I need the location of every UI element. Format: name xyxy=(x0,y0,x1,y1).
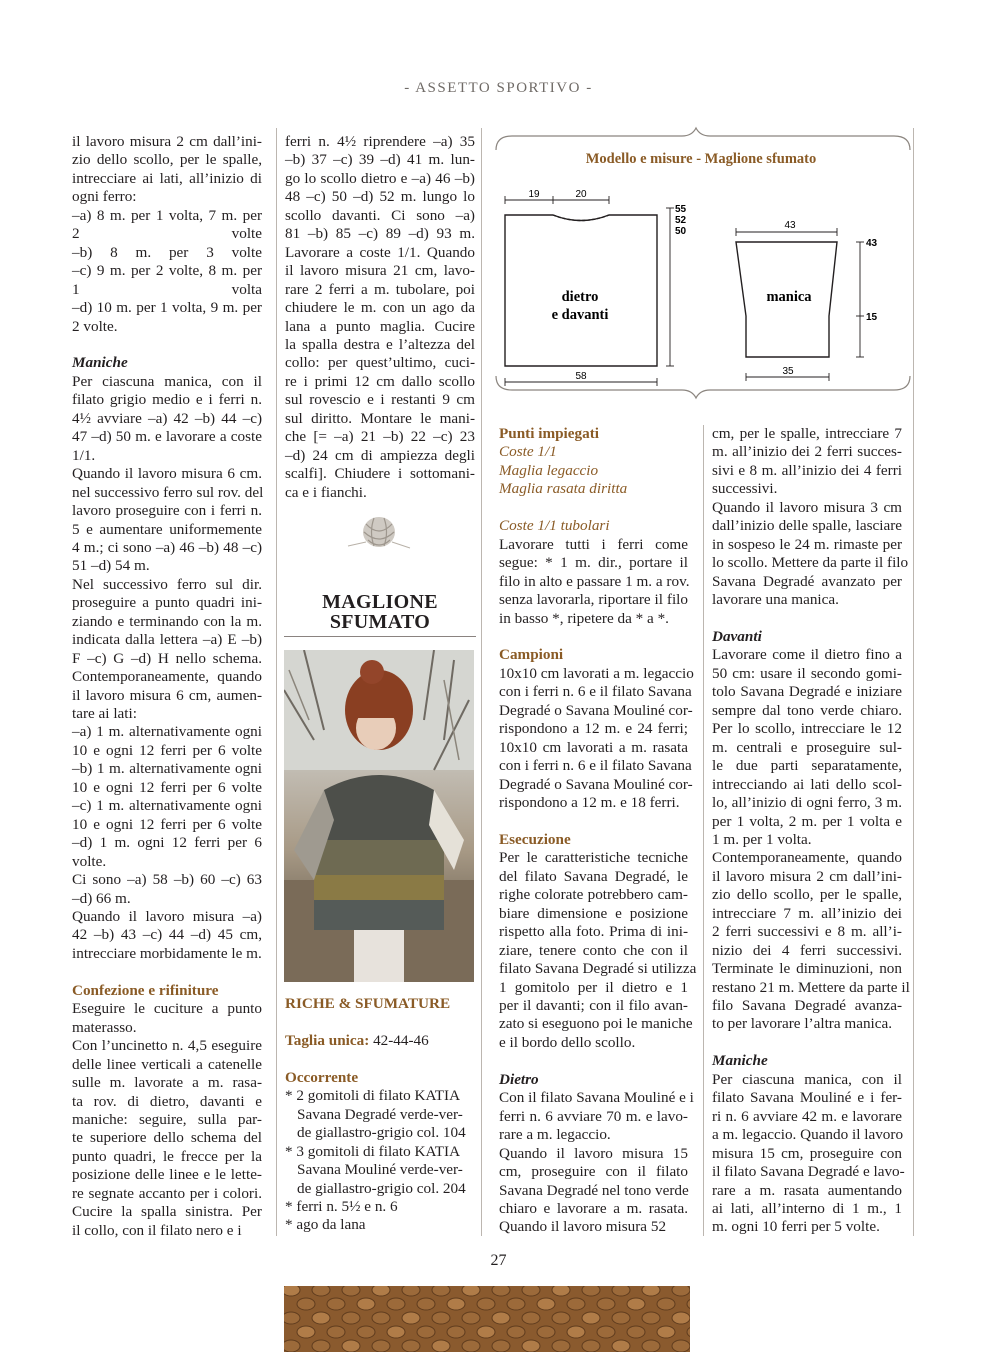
text-line: –d) 24 cm di ampiezza degli xyxy=(285,446,475,464)
text-line: il lavoro misura 21 cm, lavo- xyxy=(285,262,475,280)
knit-stitch xyxy=(537,1326,555,1338)
text-line: Quando il lavoro misura 52 xyxy=(499,1218,667,1236)
text-line: lavorare una manica. xyxy=(712,591,839,609)
text-line: rare 2 ferri a m. tubolare, poi xyxy=(285,280,475,298)
text-line: tolo Savana Degradé e iniziare xyxy=(712,683,902,701)
knit-stitch xyxy=(372,1340,390,1352)
text-line: 48 –c) 50 –d) 52 m. lungo lo xyxy=(285,188,475,206)
text-line: scalfi]. Chiudere i sottomani- xyxy=(285,465,475,483)
text-line: filato Savana Degradé si utilizza xyxy=(499,960,697,978)
knit-stitch xyxy=(552,1286,570,1296)
text-line: de giallastro-grigio col. 204 xyxy=(297,1179,466,1197)
knit-stitch xyxy=(612,1286,630,1296)
text-line: 10 e ogni 12 ferri per 6 volte xyxy=(72,815,262,833)
title-rule xyxy=(284,636,476,637)
text-line: in sospeso le 24 m. rimaste per xyxy=(712,535,902,553)
text-line: Degradé o Savana Mouliné cor- xyxy=(499,701,693,719)
knit-stitch xyxy=(567,1326,585,1338)
text-line: 1 volta xyxy=(72,280,262,298)
text-line: 1/1. xyxy=(72,446,96,464)
text-line: re segnate accanto per i colori. xyxy=(72,1184,262,1202)
column-divider xyxy=(276,128,277,1236)
knit-stitch xyxy=(387,1298,405,1310)
text-line: –d) 1 m. ogni 12 ferri per 6 xyxy=(72,834,262,852)
text-line: ziando e terminando con la m. xyxy=(72,612,262,630)
knit-stitch xyxy=(402,1286,420,1296)
text-line: 10x10 cm lavorati a m. rasata xyxy=(499,738,688,756)
knit-stitch xyxy=(432,1286,450,1296)
text-line: per 1 volta, 2 m. per 1 volta e xyxy=(712,812,902,830)
taglia-value: 42-44-46 xyxy=(373,1031,429,1049)
text-line: m. centrali e proseguire sul- xyxy=(712,738,902,756)
text-line: ogni ferro: xyxy=(72,188,137,206)
col2-lower xyxy=(285,995,477,1235)
text-line: ri n. 6 avviare 42 m. e lavorare xyxy=(712,1107,902,1125)
text-line: zio dello scollo, per le spalle, xyxy=(72,151,262,169)
text-line: del filato Savana Degradé, le xyxy=(499,867,688,885)
text-line: Contemporaneamente, quando xyxy=(72,668,262,686)
knit-stitch xyxy=(537,1298,555,1310)
knit-stitch xyxy=(447,1326,465,1338)
occorrente-heading: Occorrente xyxy=(285,1068,359,1086)
knit-stitch xyxy=(612,1340,630,1352)
body-label-1: dietro xyxy=(561,289,599,305)
text-line: le due parti separatamente, xyxy=(712,757,902,775)
text-line: Quando il lavoro misura –a) xyxy=(72,908,262,926)
text-line: Savana Degradé verde-ver- xyxy=(297,1105,463,1123)
text-line: intrecciare morbidamente le m. xyxy=(72,944,262,962)
text-line: Contemporaneamente, quando xyxy=(712,849,902,867)
text-line: dall’inizio delle spalle, lasciare xyxy=(712,517,902,535)
knit-stitch xyxy=(357,1298,375,1310)
text-line: zio dello scollo, per le spalle, xyxy=(712,886,902,904)
text-line: 51 –d) 54 m. xyxy=(72,557,150,575)
column-2 xyxy=(285,133,475,502)
text-line: Per lo scollo, intrecciare le 12 xyxy=(712,720,902,738)
dim-55: 55 xyxy=(675,204,687,215)
davanti-heading: Davanti xyxy=(712,627,762,645)
knit-stitch xyxy=(627,1326,645,1338)
text-line: 4½ avviare –a) 42 –b) 44 –c) xyxy=(72,409,262,427)
davanti-text xyxy=(712,646,910,1034)
text-line: rispondono a 12 m. e 24 ferri; xyxy=(499,720,688,738)
text-line: lo scollo. Mettere da parte il filo xyxy=(712,554,909,572)
text-line: lavoro proseguire con i ferri n. xyxy=(72,502,262,520)
text-line: m. ogni 10 ferri per 5 volte. xyxy=(712,1218,880,1236)
text-line: il collo, con il filato nero e i xyxy=(72,1221,242,1239)
knit-stitch xyxy=(567,1298,585,1310)
text-line: 10 e ogni 12 ferri per 6 volte xyxy=(72,741,262,759)
diagram-title: Modello e misure - Maglione sfumato xyxy=(585,151,817,167)
knit-stitch xyxy=(582,1340,600,1352)
text-line: de giallastro-grigio col. 104 xyxy=(297,1124,466,1142)
text-line: sul diritto. Montare le mani- xyxy=(285,409,475,427)
text-line: Lavorare come il dietro fino a xyxy=(712,646,902,664)
text-line: Savana Degradé avanzato per xyxy=(712,572,902,590)
knit-stitch xyxy=(417,1326,435,1338)
column-divider xyxy=(481,128,482,1236)
knit-stitch xyxy=(522,1340,540,1352)
text-line: 42 –b) 43 –c) 44 –d) 45 cm, xyxy=(72,926,262,944)
dietro-text xyxy=(499,1089,694,1237)
text-line: proseguire a punto quadri ini- xyxy=(72,594,262,612)
text-line: go lo scollo dietro e –a) 46 –b) xyxy=(285,169,475,187)
text-line: maniche: seguire, sulla par- xyxy=(72,1110,262,1128)
knit-stitch xyxy=(672,1286,690,1296)
punti-item: Maglia legaccio xyxy=(499,461,599,479)
column-3 xyxy=(499,425,697,1237)
text-line: filo in alto e passare 1 m. a rov. xyxy=(499,572,690,590)
text-line: Quando il lavoro misura 3 cm xyxy=(712,498,902,516)
spalle-text xyxy=(712,425,909,610)
text-line: ziare, tenere conto che con il xyxy=(499,941,688,959)
knit-stitch xyxy=(284,1286,300,1296)
text-line: filato Savana Mouliné e i fer- xyxy=(712,1089,902,1107)
text-line: re i primi 12 cm dallo scollo xyxy=(285,372,475,390)
sleeve-label: manica xyxy=(766,289,812,305)
text-line: filato grigio medio e i ferri n. xyxy=(72,391,262,409)
text-line: Savana Mouliné verde-ver- xyxy=(297,1161,463,1179)
text-line: Quando il lavoro misura 6 cm. xyxy=(72,465,262,483)
text-line: Con l’uncinetto n. 4,5 eseguire xyxy=(72,1037,262,1055)
taglia-label: Taglia unica: xyxy=(285,1031,370,1049)
text-line: cm, proseguire con il filato xyxy=(499,1163,688,1181)
knit-stitch xyxy=(462,1286,480,1296)
knit-stitch xyxy=(342,1286,360,1296)
knit-stitch xyxy=(372,1312,390,1324)
text-line: 2 volte. xyxy=(72,317,118,335)
text-line: restano 21 m. Mettere da parte il xyxy=(712,978,910,996)
dim-15: 15 xyxy=(866,312,878,323)
confezione-text xyxy=(72,1000,262,1240)
text-line: 5 e aumentare uniformemente xyxy=(72,520,262,538)
knit-stitch xyxy=(312,1286,330,1296)
text-line: Cucire la spalla sinistra. Per xyxy=(72,1203,262,1221)
text-line: chiudere le m. con un ago da xyxy=(285,299,475,317)
text-line: 4 m.; ci sono –a) 46 –b) 48 –c) xyxy=(72,538,262,556)
text-line: cm, per le spalle, intrecciare 7 xyxy=(712,425,902,442)
knit-stitch xyxy=(477,1326,495,1338)
knit-stitch xyxy=(284,1312,300,1324)
knit-stitch xyxy=(327,1326,345,1338)
text-line: rispondono a 12 m. e 18 ferri. xyxy=(499,794,680,812)
knit-stitch xyxy=(507,1326,525,1338)
maniche-text xyxy=(72,373,262,964)
knit-stitch xyxy=(477,1298,495,1310)
knit-stitch xyxy=(297,1298,315,1310)
running-header: - ASSETTO SPORTIVO - xyxy=(404,80,593,96)
text-line: con i ferri n. 6 e il filato Savana xyxy=(499,757,692,775)
knit-stitch xyxy=(582,1286,600,1296)
text-line: Lavorare tutti i ferri come xyxy=(499,535,688,553)
dim-19: 19 xyxy=(528,189,540,200)
text-line: * ferri n. 5½ e n. 6 xyxy=(285,1197,398,1215)
knit-stitch xyxy=(447,1298,465,1310)
text-line: per il davanti; con il filo avan- xyxy=(499,997,688,1014)
text-line: –b) 1 m. alternativamente ogni xyxy=(72,760,262,778)
title-line-2: SFUMATO xyxy=(329,611,431,633)
text-line: sempre dal tono verde chiaro. xyxy=(712,701,902,719)
dietro-heading: Dietro xyxy=(499,1070,539,1088)
text-line: rare a m. legaccio. xyxy=(499,1126,611,1144)
knit-stitch xyxy=(612,1312,630,1324)
dim-50: 50 xyxy=(675,226,687,237)
knit-stitch xyxy=(492,1312,510,1324)
text-line: lo, all’inizio di ogni ferro, 3 m. xyxy=(712,794,902,812)
text-line: Eseguire le cuciture a punto xyxy=(72,1000,262,1018)
text-line: Ci sono –a) 58 –b) 60 –c) 63 xyxy=(72,871,262,889)
knit-stitch xyxy=(357,1326,375,1338)
text-line: 10 e ogni 12 ferri per 6 volte xyxy=(72,778,262,796)
knit-stitch xyxy=(672,1312,690,1324)
text-line: 47 –d) 50 m. e lavorare a coste xyxy=(72,428,262,446)
text-line: il filato Savana Degradé e lavo- xyxy=(712,1163,905,1181)
text-line: intrecciare 7 m. all’inizio dei xyxy=(712,904,902,922)
maniche-heading: Maniche xyxy=(72,354,128,372)
title-line-1: MAGLIONE xyxy=(322,591,438,613)
maniche-text-2 xyxy=(712,1070,905,1237)
knit-stitch xyxy=(492,1286,510,1296)
text-line: * 3 gomitoli di filato KATIA xyxy=(285,1142,461,1160)
text-line: –a) 8 m. per 1 volta, 7 m. per xyxy=(72,206,262,224)
knit-stitch xyxy=(582,1312,600,1324)
text-line: a m. legaccio. Quando il lavoro xyxy=(712,1126,904,1144)
yarn-ball-icon xyxy=(344,510,414,556)
text-line: Lavorare a coste 1/1. Quando xyxy=(285,243,475,261)
knit-stitch xyxy=(522,1312,540,1324)
campioni-heading: Campioni xyxy=(499,646,564,664)
punti-heading: Punti impiegati xyxy=(499,425,599,442)
text-line: 50 cm: usare il secondo gomi- xyxy=(712,664,902,682)
text-line: la spalla destra e l’altezza del xyxy=(285,335,475,353)
knit-stitch xyxy=(597,1326,615,1338)
knit-texture-photo xyxy=(284,1286,690,1352)
text-line: * 2 gomitoli di filato KATIA xyxy=(285,1087,461,1105)
tubolari-heading: Coste 1/1 tubolari xyxy=(499,517,610,535)
text-line: Quando il lavoro misura 15 xyxy=(499,1144,688,1162)
knit-stitch xyxy=(342,1340,360,1352)
text-line: rare a m. rasata aumentando xyxy=(712,1181,902,1199)
punti-item: Maglia rasata diritta xyxy=(499,480,628,498)
text-line: 81 –b) 85 –c) 89 –d) 93 m. xyxy=(285,225,475,243)
text-line: nel successivo ferro sul rov. del xyxy=(72,483,264,501)
knit-stitch xyxy=(312,1312,330,1324)
punti-item: Coste 1/1 xyxy=(499,443,557,461)
text-line: –a) 1 m. alternativamente ogni xyxy=(72,723,262,741)
esecuzione-heading: Esecuzione xyxy=(499,830,571,848)
knit-stitch xyxy=(402,1312,420,1324)
text-line: zato si eseguono poi le maniche xyxy=(499,1015,693,1033)
text-line: nizio dei 4 ferri successivi. xyxy=(712,941,902,959)
measurements-diagram xyxy=(492,126,914,400)
knit-stitch xyxy=(657,1326,675,1338)
text-line: e il bordo dello scollo. xyxy=(499,1033,636,1051)
text-line: –d) 10 m. per 1 volta, 9 m. per xyxy=(72,299,262,317)
knit-stitch xyxy=(507,1298,525,1310)
knit-stitch xyxy=(284,1340,300,1352)
knit-stitch xyxy=(657,1298,675,1310)
text-line: ta rov. di dietro, davanti e xyxy=(72,1092,262,1110)
text-line: sivi e 8 m. all’inizio dei 4 ferri xyxy=(712,461,902,479)
text-line: successivi. xyxy=(712,480,778,498)
knit-stitch xyxy=(327,1298,345,1310)
esecuzione-text xyxy=(499,849,697,1052)
dim-58: 58 xyxy=(575,371,587,382)
text-line: in basso *, ripetere da * a *. xyxy=(499,609,669,627)
text-line: intrecciare ai lati, all’inizio di xyxy=(72,169,262,187)
text-line: con i ferri n. 6 e il filato Savana xyxy=(499,683,692,701)
knit-stitch xyxy=(642,1286,660,1296)
knit-stitch xyxy=(672,1340,690,1352)
text-line: rispetto alla foto. Prima di ini- xyxy=(499,923,688,941)
knit-stitch xyxy=(432,1312,450,1324)
knit-stitch xyxy=(462,1340,480,1352)
text-line: Terminate le diminuzioni, non xyxy=(712,960,902,978)
text-line: biare dimensione e posizione xyxy=(499,904,688,922)
dim-20: 20 xyxy=(575,189,587,200)
text-line: collo: per quest’ultimo, cuci- xyxy=(285,354,475,372)
text-line: delle linee verticali a catenelle xyxy=(72,1055,262,1073)
knit-stitch xyxy=(522,1286,540,1296)
maniche-heading-2: Maniche xyxy=(712,1052,768,1070)
dim-43-side: 43 xyxy=(866,238,878,249)
page-number: 27 xyxy=(490,1252,507,1269)
text-line: Degradé o Savana Mouliné cor- xyxy=(499,775,693,793)
occorrente-list xyxy=(285,1087,477,1235)
text-line: 2 volte xyxy=(72,225,262,243)
body-label-2: e davanti xyxy=(551,307,609,323)
text-line: F –c) G –d) H nello schema. xyxy=(72,649,262,667)
text-line: sul rovescio e i restanti 9 cm xyxy=(285,391,475,409)
text-line: –b) 8 m. per 3 volte xyxy=(72,243,262,261)
knit-stitch xyxy=(462,1312,480,1324)
text-line: indicata dalla lettera –a) E –b) xyxy=(72,631,262,649)
knit-stitch xyxy=(312,1340,330,1352)
riche-heading: RICHE & SFUMATURE xyxy=(285,995,451,1012)
knit-stitch xyxy=(372,1286,390,1296)
knit-stitch xyxy=(597,1298,615,1310)
knit-stitch xyxy=(402,1340,420,1352)
text-line: che [= –a) 21 –b) 22 –c) 23 xyxy=(285,428,475,446)
text-line: to per lavorare l’altra manica. xyxy=(712,1015,893,1033)
knit-stitch xyxy=(642,1340,660,1352)
intro-text xyxy=(72,133,262,336)
confezione-heading: Confezione e rifiniture xyxy=(72,981,219,999)
model-photo xyxy=(284,650,474,982)
text-line: –c) 1 m. alternativamente ogni xyxy=(72,797,262,815)
dim-52: 52 xyxy=(675,215,687,226)
text-line: il lavoro misura 2 cm dall’ini- xyxy=(712,867,902,885)
text-line: il lavoro misura 2 cm dall’ini- xyxy=(72,133,262,150)
text-line: senza lavorarla, riportare il filo xyxy=(499,591,688,609)
text-line: il lavoro misura 6 cm, aumen- xyxy=(72,686,262,704)
text-line: te superiore dello schema del xyxy=(72,1129,262,1147)
text-line: –b) 37 –c) 39 –d) 41 m. lun- xyxy=(285,151,475,169)
campioni-text xyxy=(499,664,694,813)
text-line: –d) 66 m. xyxy=(72,889,131,907)
knit-stitch xyxy=(297,1326,315,1338)
text-line: sulle m. lavorate a m. rasa- xyxy=(72,1074,262,1092)
knit-stitch xyxy=(552,1340,570,1352)
text-line: intrecciando ai lati dello scol- xyxy=(712,775,902,793)
text-line: m. all’inizio dei 2 ferri succes- xyxy=(712,443,902,461)
text-line: ferri n. 6 avviare 70 m. e lavo- xyxy=(499,1107,688,1125)
text-line: volte. xyxy=(72,852,107,870)
text-line: Nel successivo ferro sul dir. xyxy=(72,575,262,593)
text-line: Per ciascuna manica, con il xyxy=(712,1070,902,1088)
text-line: Con il filato Savana Mouliné e i xyxy=(499,1089,694,1107)
text-line: segue: * 1 m. dir., portare il xyxy=(499,554,688,572)
knit-stitch xyxy=(342,1312,360,1324)
text-line: filo Savana Degradé avanza- xyxy=(712,997,902,1015)
text-line: ca e i fianchi. xyxy=(285,483,367,501)
text-line: punto quadri, le frecce per la xyxy=(72,1147,262,1165)
text-line: ai lati, all’interno di 1 m., 1 xyxy=(712,1200,902,1217)
collar-text xyxy=(285,133,475,502)
text-line: righe colorate potrebbero cam- xyxy=(499,886,688,904)
text-line: * ago da lana xyxy=(285,1216,366,1234)
knit-stitch xyxy=(492,1340,510,1352)
text-line: Per le caratteristiche tecniche xyxy=(499,849,688,867)
text-line: Savana Degradé nel tono verde xyxy=(499,1181,689,1199)
text-line: 10x10 cm lavorati a m. legaccio xyxy=(499,664,694,682)
dim-35: 35 xyxy=(782,366,794,377)
column-4 xyxy=(712,425,910,1237)
dim-43-top: 43 xyxy=(784,220,796,231)
knit-stitch xyxy=(552,1312,570,1324)
article-title xyxy=(284,592,476,632)
column-1 xyxy=(72,133,262,1240)
text-line: –c) 9 m. per 2 volte, 8 m. per xyxy=(72,262,262,280)
knit-stitch xyxy=(387,1326,405,1338)
knit-stitch xyxy=(417,1298,435,1310)
text-line: ferri n. 4½ riprendere –a) 35 xyxy=(285,133,475,150)
text-line: tare ai lati: xyxy=(72,705,137,723)
knit-stitch xyxy=(432,1340,450,1352)
text-line: 1 gomitolo per il dietro e 1 xyxy=(499,978,688,996)
text-line: misura 15 cm, proseguire con xyxy=(712,1144,902,1162)
text-line: scollo davanti. Ci sono –a) xyxy=(285,206,475,224)
text-line: posizione delle linee e le lette- xyxy=(72,1166,262,1184)
text-line: 1 m. per 1 volta. xyxy=(712,830,812,848)
knit-stitch xyxy=(627,1298,645,1310)
column-divider xyxy=(703,425,704,1236)
text-line: materasso. xyxy=(72,1018,137,1036)
text-line: chiaro e lavorare a m. rasata. xyxy=(499,1199,688,1217)
text-line: 2 ferri successivi e 8 m. all’i- xyxy=(712,923,902,941)
text-line: Per ciascuna manica, con il xyxy=(72,372,262,390)
knit-stitch xyxy=(642,1312,660,1324)
text-line: lana a punto maglia. Cucire xyxy=(285,317,475,335)
tubolari-text xyxy=(499,536,688,628)
